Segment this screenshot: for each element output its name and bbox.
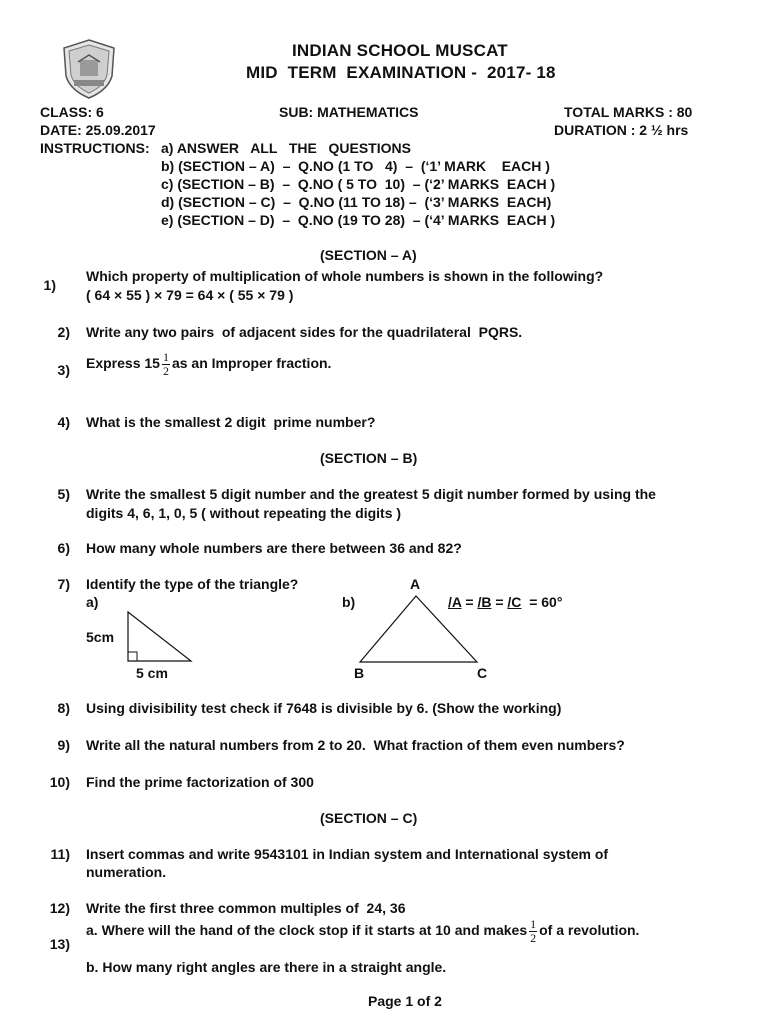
question-7-text: Identify the type of the triangle?	[86, 576, 299, 592]
question-3-post: as an Improper fraction.	[171, 355, 332, 372]
angle-c: /C	[507, 594, 522, 610]
question-10-text: Find the prime factorization of 300	[86, 774, 314, 790]
question-9-text: Write all the natural numbers from 2 to 20. What fraction of them even numbers?	[86, 737, 625, 753]
question-number: 2)	[57, 324, 70, 340]
question-1-text: Which property of multiplication of whole numbers is shown in the following?	[86, 268, 604, 284]
section-a-heading: (SECTION – A)	[320, 247, 417, 263]
total-marks-label: TOTAL MARKS : 80	[564, 104, 693, 120]
vertex-c-label: C	[477, 665, 488, 681]
side-length-vertical: 5cm	[86, 629, 115, 645]
instruction-item: a) ANSWER ALL THE QUESTIONS	[161, 140, 411, 156]
school-logo	[60, 38, 118, 100]
fraction-numerator: 1	[162, 350, 169, 364]
question-number: 9)	[57, 737, 70, 753]
question-2-text: Write any two pairs of adjacent sides for the quadrilateral PQRS.	[86, 324, 523, 340]
instruction-item: b) (SECTION – A) – Q.NO (1 TO 4) – (‘1’ MARK EACH )	[161, 158, 550, 174]
angle-equality: /A = /B = /C = 60°	[448, 594, 563, 610]
question-number: 6)	[57, 540, 70, 556]
exam-title: MID TERM EXAMINATION - 2017- 18	[246, 63, 556, 82]
question-number: 12)	[49, 900, 70, 916]
question-6-text: How many whole numbers are there between 36 and 82?	[86, 540, 462, 556]
question-5-text: Write the smallest 5 digit number and the greatest 5 digit number formed by using the	[86, 486, 656, 502]
right-triangle-figure	[120, 608, 200, 668]
school-name: INDIAN SCHOOL MUSCAT	[292, 41, 508, 60]
part-b-label: b)	[342, 594, 356, 610]
section-c-heading: (SECTION – C)	[320, 810, 418, 826]
instructions-label: INSTRUCTIONS:	[40, 140, 150, 156]
fraction	[529, 918, 537, 945]
question-number: 11)	[50, 846, 70, 862]
vertex-b-label: B	[354, 665, 365, 681]
question-11-text: Insert commas and write 9543101 in Indian system and International system of	[86, 846, 609, 862]
question-number: 13)	[49, 936, 70, 952]
question-number: 1)	[43, 277, 56, 293]
question-number: 8)	[57, 700, 70, 716]
instruction-item: e) (SECTION – D) – Q.NO (19 TO 28) – (‘4’ MARKS EACH )	[161, 212, 556, 228]
side-length-horizontal: 5 cm	[136, 665, 168, 681]
question-3-text	[86, 351, 331, 378]
question-number: 7)	[57, 576, 70, 592]
question-11-text-cont: numeration.	[86, 864, 167, 880]
part-a-label: a)	[86, 594, 99, 610]
question-3-pre: Express 15	[86, 355, 160, 372]
question-13a-pre: a. Where will the hand of the clock stop if it starts at 10 and makes	[86, 922, 528, 939]
question-number: 5)	[57, 486, 70, 502]
section-b-heading: (SECTION – B)	[320, 450, 418, 466]
question-12-text: Write the first three common multiples of 24, 36	[86, 900, 406, 916]
fraction-denominator: 2	[162, 364, 169, 378]
question-1-expression: ( 64 × 55 ) × 79 = 64 × ( 55 × 79 )	[86, 287, 294, 303]
instruction-item: c) (SECTION – B) – Q.NO ( 5 TO 10) – (‘2’ MARKS EACH )	[161, 176, 556, 192]
question-13a-post: of a revolution.	[539, 922, 640, 939]
subject-label: SUB: MATHEMATICS	[279, 104, 419, 120]
question-13b-text: b. How many right angles are there in a straight angle.	[86, 959, 447, 975]
date-label: DATE: 25.09.2017	[40, 122, 156, 138]
question-8-text: Using divisibility test check if 7648 is divisible by 6. (Show the working)	[86, 700, 562, 716]
question-13a-text	[86, 918, 639, 945]
question-4-text: What is the smallest 2 digit prime number?	[86, 414, 376, 430]
question-number: 4)	[57, 414, 70, 430]
question-5-text-cont: digits 4, 6, 1, 0, 5 ( without repeating the digits )	[86, 505, 402, 521]
question-number: 3)	[57, 362, 70, 378]
question-number: 10)	[49, 774, 70, 790]
page-number: Page 1 of 2	[368, 993, 442, 1009]
fraction-denominator: 2	[530, 931, 537, 945]
angle-a: /A	[448, 594, 462, 610]
class-label: CLASS: 6	[40, 104, 104, 120]
fraction-numerator: 1	[530, 917, 537, 931]
fraction	[162, 351, 170, 378]
angle-b: /B	[477, 594, 492, 610]
vertex-a-label: A	[410, 576, 421, 592]
angle-value: = 60°	[529, 594, 563, 610]
instruction-item: d) (SECTION – C) – Q.NO (11 TO 18) – (‘3’ MARKS EACH)	[161, 194, 552, 210]
duration-label: DURATION : 2 ½ hrs	[554, 122, 689, 138]
